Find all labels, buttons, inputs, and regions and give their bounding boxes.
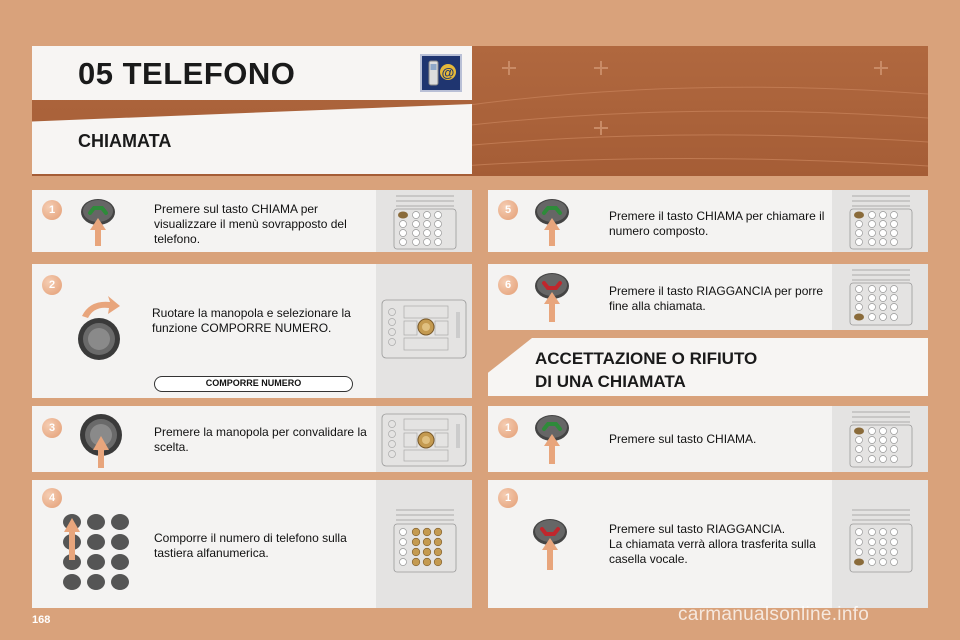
section-title: CHIAMATA [78,131,172,151]
page-title: 05 TELEFONO [78,56,296,91]
keypad-diagram-icon [376,190,472,252]
step-badge: 3 [42,418,62,438]
call-button-icon[interactable] [532,196,572,248]
menu-option-pill[interactable]: COMPORRE NUMERO [154,376,353,392]
page-number: 168 [32,614,51,626]
panel-side [376,480,472,608]
radio-unit-icon [376,264,472,398]
rotary-knob-icon[interactable] [76,294,122,362]
step-badge: 1 [42,200,62,220]
radio-unit-icon [376,406,472,472]
keypad-diagram-icon [832,264,928,330]
accept-section-title [535,347,835,393]
rotary-knob-press-icon[interactable] [78,410,124,470]
step-badge: 2 [42,275,62,295]
panel-side [832,406,928,472]
step-text: Premere il tasto RIAGGANCIA per porre fine alla chiamata. [609,284,824,313]
step-text: Comporre il numero di telefono sulla tastiera alfanumerica. [154,531,347,560]
panel-side [832,190,928,252]
panel-side [832,480,928,608]
panel-side [376,264,472,398]
step-badge: 4 [42,488,62,508]
panel-side [376,406,472,472]
call-button-icon[interactable] [532,412,572,466]
step-text: Ruotare la manopola e selezionare la funzione COMPORRE NUMERO. [152,306,351,335]
step-text: Premere sul tasto CHIAMA. [609,432,757,446]
watermark: carmanualsonline.info [678,604,870,625]
step-text: Premere sul tasto RIAGGANCIA. La chiamata verrà allora trasferita sulla casella vocale. [609,522,816,566]
keypad-icon[interactable] [60,512,136,594]
accept-title-line1: ACCETTAZIONE O RIFIUTO [535,349,758,368]
step-badge: 6 [498,275,518,295]
call-button-icon[interactable] [78,196,118,248]
keypad-diagram-icon [832,480,928,608]
keypad-diagram-icon [376,480,472,608]
hangup-button-icon[interactable] [530,516,570,572]
phone-at-icon [420,54,462,92]
panel-side [832,264,928,330]
step-badge: 5 [498,200,518,220]
accept-title-line2: DI UNA CHIAMATA [535,372,686,391]
panel-side [376,190,472,252]
step-text: Premere la manopola per convalidare la scelta. [154,425,367,454]
keypad-diagram-icon [832,190,928,252]
step-text: Premere il tasto CHIAMA per chiamare il numero composto. [609,209,825,238]
hangup-button-icon[interactable] [532,270,572,324]
keypad-diagram-icon [832,406,928,472]
step-badge: 1 [498,488,518,508]
step-badge: 1 [498,418,518,438]
svg-text:@: @ [441,65,455,80]
step-text: Premere sul tasto CHIAMA per visualizzare il menù sovrapposto del telefono. [154,202,347,246]
